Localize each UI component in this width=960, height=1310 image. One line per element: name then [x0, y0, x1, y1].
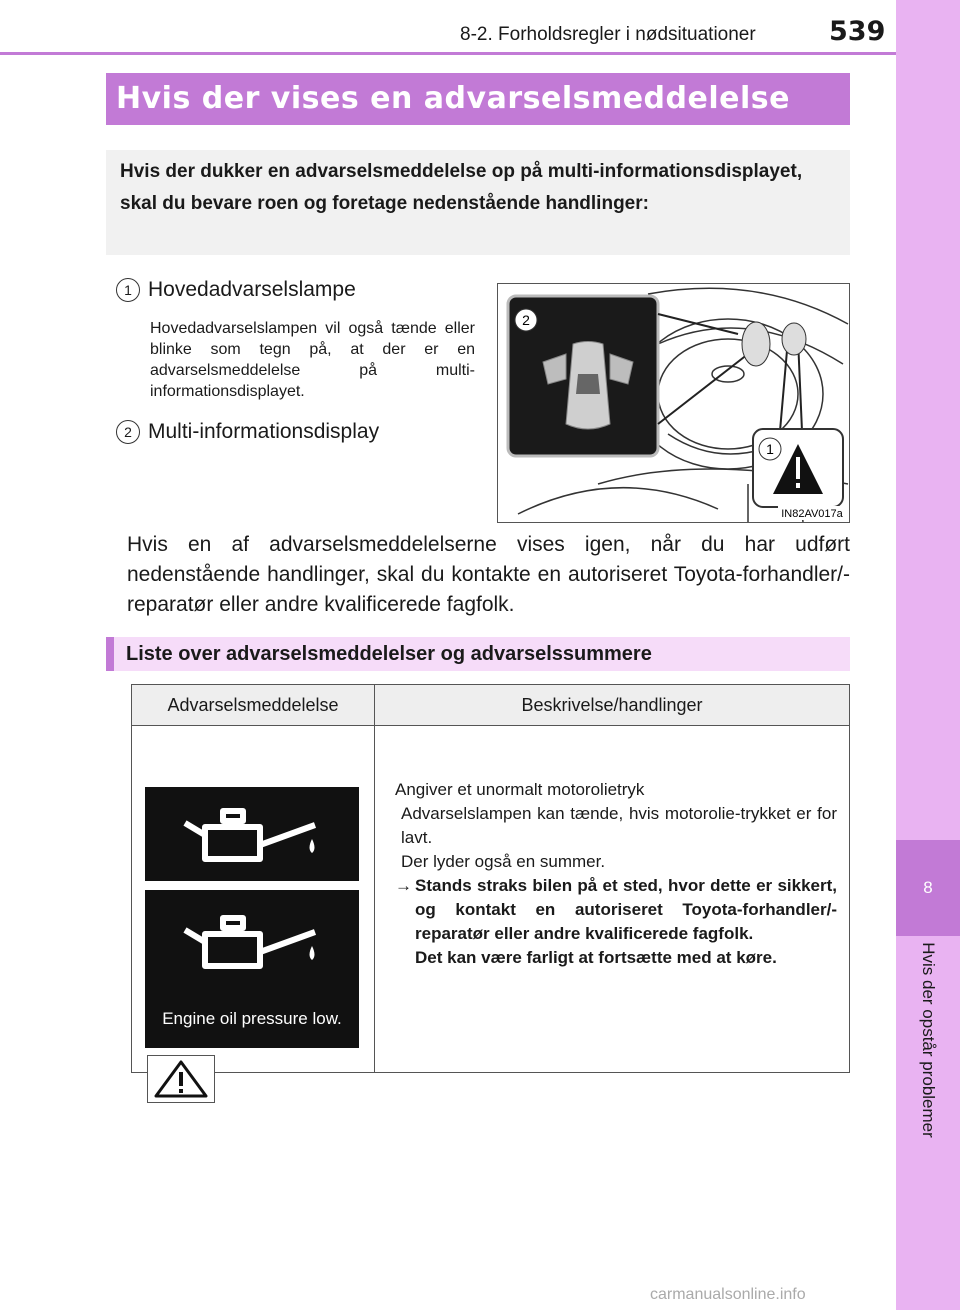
header-rule [0, 52, 896, 55]
side-tab-label: Hvis der opstår problemer [919, 942, 938, 1138]
message-cell [132, 726, 375, 1073]
description-detail [395, 802, 837, 874]
figure-code: IN82AV017a [781, 508, 843, 520]
note-paragraph: Hvis en af advarselsmeddelelserne vises igen, når du har udført nedenstående handlinger, skal du kontakte en autoriseret Toyota-forhandler/-reparatør eller andre kvalificerede fagfolk. [127, 533, 850, 616]
oil-pressure-screen-2 [145, 890, 359, 1048]
item-1 [116, 278, 356, 302]
warning-triangle-icon [148, 1056, 214, 1102]
column-header-description: Beskrivelse/handlinger [375, 685, 850, 726]
action-content [415, 874, 837, 970]
item-number: 2 [116, 420, 140, 444]
callout-2-label: 2 [522, 312, 530, 328]
page-number: 539 [829, 16, 886, 47]
page-title: Hvis der vises en advarselsmeddelelse [106, 73, 850, 125]
display-highlight [742, 322, 770, 366]
item-1-description: Hovedadvarselslampen vil også tænde eller blinke som tegn på, at der er en advarselsmeddelelse på multi-informationsdisplayet. [150, 320, 475, 400]
oil-pressure-screen-1 [145, 787, 359, 881]
action-line [395, 874, 837, 970]
table-row [132, 726, 850, 1073]
subheading: Liste over advarselsmeddelelser og advarselssummere [106, 637, 850, 671]
warning-message-table [131, 684, 850, 1073]
description-line-1: Advarselslampen kan tænde, hvis motorolie-trykket er for lavt. [401, 804, 837, 847]
dashboard-illustration [497, 283, 850, 523]
item-2 [116, 420, 379, 444]
side-tab-chapter-number: 8 [896, 840, 960, 936]
arrow-icon: → [395, 876, 412, 895]
warning-light-box [147, 1055, 215, 1103]
description-cell [375, 726, 850, 1073]
action-text: Stands straks bilen på et sted, hvor dette er sikkert, og kontakt en autoriseret Toyota-forhandler/-reparatør eller andre kvalificerede fagfolk. [415, 876, 837, 943]
item-number: 1 [116, 278, 140, 302]
description-line-2: Der lyder også en summer. [401, 852, 606, 871]
column-header-message: Advarselsmeddelelse [132, 685, 375, 726]
section-label: 8-2. Forholdsregler i nødsituationer [460, 24, 756, 45]
action-warning: Det kan være farligt at fortsætte med at køre. [415, 948, 777, 967]
oil-can-icon [145, 890, 359, 1000]
screen-message: Engine oil pressure low. [162, 1009, 342, 1028]
callout-1-label: 1 [766, 441, 774, 457]
watermark: carmanualsonline.info [650, 1286, 806, 1303]
item-label: Hovedadvarselslampe [148, 278, 356, 301]
item-label: Multi-informationsdisplay [148, 420, 380, 443]
master-warning-light-highlight [782, 323, 806, 355]
oil-can-icon [145, 787, 359, 881]
intro-box: Hvis der dukker en advarselsmeddelelse op på multi-informationsdisplayet, skal du bevare roen og foretage nedenstående handlinger: [106, 150, 850, 255]
dashboard-drawing [498, 284, 849, 522]
description-title: Angiver et unormalt motorolietryk [395, 780, 645, 799]
